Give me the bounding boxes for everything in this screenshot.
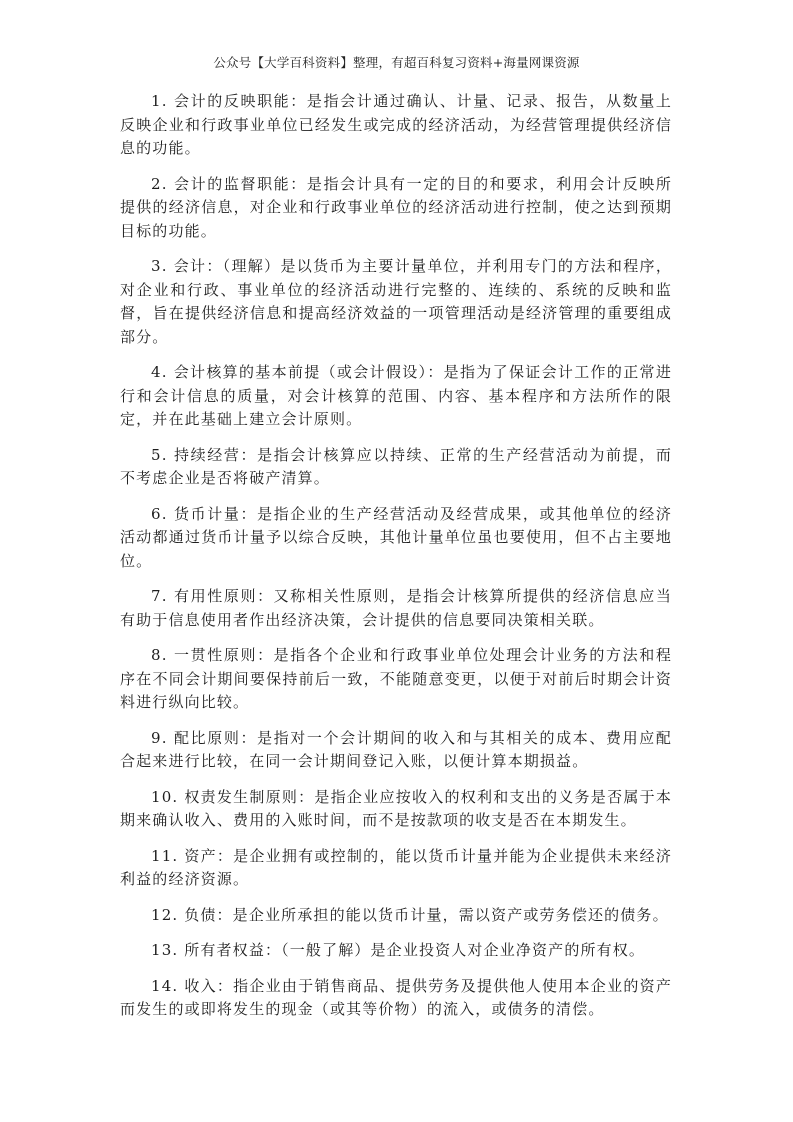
page-header: 公众号【大学百科资料】整理，有超百科复习资料+海量网课资源 <box>213 55 580 70</box>
paragraph-owners-equity: 13. 所有者权益：（一般了解）是企业投资人对企业净资产的所有权。 <box>151 941 646 959</box>
paragraph-relevance-principle: 7. 有用性原则：又称相关性原则，是指会计核算所提供的经济信息应当有助于信息使用者作出经济决策，会计提供的信息要同决策相关联。 <box>120 587 672 629</box>
document-body <box>120 90 672 1034</box>
paragraph-liabilities: 12. 负债：是企业所承担的能以货币计量，需以资产或劳务偿还的债务。 <box>151 905 669 924</box>
paragraph-reflection-function: 1. 会计的反映职能：是指会计通过确认、计量、记录、报告，从数量上反映企业和行政事业单位已经发生或完成的经济活动，为经营管理提供经济信息的功能。 <box>120 92 672 157</box>
paragraph-consistency-principle: 8. 一贯性原则：是指各个企业和行政事业单位处理会计业务的方法和程序在不同会计期间要保持前后一致，不能随意变更，以便于对前后时期会计资料进行纵向比较。 <box>120 646 672 711</box>
paragraph-matching-principle: 9. 配比原则：是指对一个会计期间的收入和与其相关的成本、费用应配合起来进行比较，在同一会计期间登记入账，以便计算本期损益。 <box>120 728 672 770</box>
paragraph-accrual-principle: 10. 权责发生制原则：是指企业应按收入的权利和支出的义务是否属于本期来确认收入、费用的入账时间，而不是按款项的收支是否在本期发生。 <box>120 787 672 829</box>
paragraph-accounting-definition: 3. 会计：（理解）是以货币为主要计量单位，并利用专门的方法和程序，对企业和行政、事业单位的经济活动进行完整的、连续的、系统的反映和监督，旨在提供经济信息和提高经济效益的一项管理活动是经济管理的重要组成部分。 <box>120 257 672 346</box>
paragraph-assets: 11. 资产：是企业拥有或控制的，能以货币计量并能为企业提供未来经济利益的经济资源。 <box>120 846 672 888</box>
paragraph-going-concern: 5. 持续经营：是指会计核算应以持续、正常的生产经营活动为前提，而不考虑企业是否将破产清算。 <box>120 445 672 487</box>
paragraph-supervision-function: 2. 会计的监督职能：是指会计具有一定的目的和要求，利用会计反映所提供的经济信息，对企业和行政事业单位的经济活动进行控制，使之达到预期目标的功能。 <box>120 174 672 240</box>
paragraph-monetary-measurement: 6. 货币计量：是指企业的生产经营活动及经营成果，或其他单位的经济活动都通过货币计量予以综合反映，其他计量单位虽也要使用，但不占主要地位。 <box>120 504 672 570</box>
paragraph-revenue: 14. 收入：指企业由于销售商品、提供劳务及提供他人使用本企业的资产而发生的或即将发生的现金（或其等价物）的流入，或债务的清偿。 <box>120 976 672 1018</box>
paragraph-basic-assumptions: 4. 会计核算的基本前提（或会计假设）：是指为了保证会计工作的正常进行和会计信息的质量，对会计核算的范围、内容、基本程序和方法所作的限定，并在此基础上建立会计原则。 <box>120 363 672 428</box>
